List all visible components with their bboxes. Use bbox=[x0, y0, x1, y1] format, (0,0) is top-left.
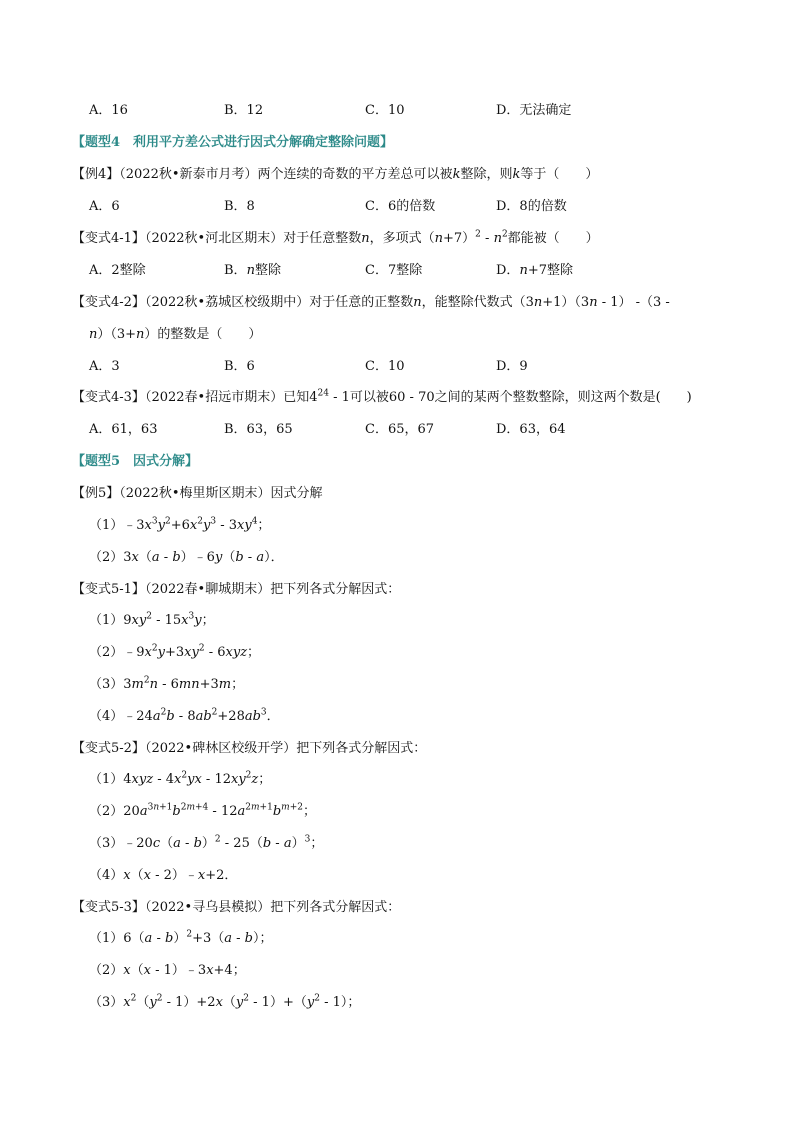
option-text: 整除 bbox=[254, 263, 281, 278]
sub-question: （1）6（a - b）$^2$+3（a - b）； bbox=[89, 929, 273, 946]
question-text: ，能整除代数式（3 bbox=[421, 295, 534, 310]
variable: n bbox=[136, 327, 145, 342]
option-b: B．12 bbox=[224, 103, 264, 118]
option-d: D．9 bbox=[496, 359, 528, 374]
exponent: 24 bbox=[317, 388, 329, 399]
option-a: A．3 bbox=[89, 359, 120, 374]
sub-question: （2）x（x - 1）﹣3x+4； bbox=[89, 963, 246, 978]
question-text: - 1可以被60 - 70之间的某两个整数整除，则这两个数是( ) bbox=[328, 390, 692, 405]
section-heading-5: 【题型5 因式分解】 bbox=[72, 454, 199, 469]
option-a: A．2整除 bbox=[89, 263, 146, 278]
question-text: 已知4 bbox=[283, 390, 318, 405]
variant-4-2-question bbox=[72, 294, 670, 312]
option-d: D．8的倍数 bbox=[496, 199, 567, 214]
sub-question: $(1)4xyz - 4x^2yx - 12xy^2z$； bbox=[89, 770, 272, 787]
source-tag: （2022秋•新泰市月考） bbox=[119, 167, 258, 182]
option-c: C．65，67 bbox=[365, 422, 435, 437]
variable: k bbox=[512, 167, 521, 182]
variable: n bbox=[533, 295, 543, 310]
example-4-question bbox=[72, 166, 598, 184]
variable: n bbox=[246, 263, 255, 278]
options-row bbox=[0, 358, 794, 376]
source-tag: （2022秋•河北区期末） bbox=[144, 231, 284, 246]
sub-question: （4）x（x - 2）﹣x+2． bbox=[89, 868, 238, 883]
variant-4-3-question bbox=[72, 389, 692, 407]
option-c: C．7整除 bbox=[365, 263, 423, 278]
example-label: 【变式5-2】 bbox=[72, 741, 145, 756]
source-tag: （2022•寻乌县模拟） bbox=[144, 900, 271, 915]
option-c: C．6的倍数 bbox=[365, 199, 436, 214]
example-label: 【例5】 bbox=[72, 486, 120, 501]
section-heading-4: 【题型4 利用平方差公式进行因式分解确定整除问题】 bbox=[72, 135, 394, 150]
exponent: 2 bbox=[501, 229, 508, 240]
example-label: 【变式5-1】 bbox=[72, 582, 145, 597]
question-text: +7） bbox=[442, 231, 476, 246]
question-text: 等于（ ） bbox=[520, 167, 599, 182]
option-text: +7整除 bbox=[527, 263, 573, 278]
question-text: - 1） -（3 - bbox=[597, 295, 670, 310]
sub-question: $(2)20a^{3n+1}b^{2m+4} - 12a^{2m+1}b^{m+2}$； bbox=[89, 802, 316, 819]
question-text: 两个连续的奇数的平方差总可以被 bbox=[257, 167, 453, 182]
variable: n bbox=[413, 295, 422, 310]
variable: n bbox=[434, 231, 443, 246]
sub-question: $(1)9xy^2 - 15x^3y$； bbox=[89, 611, 215, 628]
example-label: 【变式4-3】 bbox=[72, 390, 145, 405]
source-tag: （2022秋•梅里斯区期末） bbox=[119, 486, 271, 501]
question-text: 都能被（ ） bbox=[507, 231, 599, 246]
variable: n bbox=[89, 327, 98, 342]
source-tag: （2022春•聊城期末） bbox=[144, 582, 271, 597]
source-tag: （2022秋•荔城区校级期中） bbox=[144, 295, 310, 310]
variable: k bbox=[452, 167, 461, 182]
example-label: 【变式4-1】 bbox=[72, 231, 145, 246]
sub-question: （3）﹣20c（a - b）$^2$ - 25（b - a）$^3$； bbox=[89, 834, 324, 851]
question-text: ）（3+ bbox=[97, 327, 137, 342]
sub-question: $(1)﹣3x^3y^2+6x^2y^3 - 3xy^4$； bbox=[89, 516, 271, 533]
question-text: ，多项式（ bbox=[369, 231, 435, 246]
options-row bbox=[0, 262, 794, 280]
option-c: C．10 bbox=[365, 103, 405, 118]
question-text: 把下列各式分解因式： bbox=[270, 582, 401, 597]
sub-question: $(3)3m^2n - 6mn+3m$； bbox=[89, 675, 245, 692]
variable: n bbox=[519, 263, 528, 278]
example-5-question bbox=[72, 485, 323, 503]
variable: n bbox=[493, 231, 502, 246]
question-text: 对于任意整数 bbox=[283, 231, 362, 246]
variable: n bbox=[589, 295, 598, 310]
option-b: B．63，65 bbox=[224, 422, 293, 437]
option-c: C．10 bbox=[365, 359, 405, 374]
option-d: D．63，64 bbox=[496, 422, 566, 437]
variant-4-2-question-continued bbox=[89, 326, 261, 344]
variant-5-2-question bbox=[72, 740, 426, 758]
sub-question: $(4)﹣24a^2b - 8ab^2+28ab^3$． bbox=[89, 707, 280, 724]
option-b: B．n整除 bbox=[224, 263, 281, 278]
exponent: 2 bbox=[475, 229, 481, 240]
variant-5-1-question bbox=[72, 581, 400, 599]
option-a: A．61，63 bbox=[89, 422, 158, 437]
option-a: A．6 bbox=[89, 199, 120, 214]
option-d: D．无法确定 bbox=[496, 103, 572, 118]
sub-question: $(3)x^2(y^2 - 1)+2x(y^2 - 1)+(y^2 - 1)$； bbox=[89, 993, 361, 1010]
source-tag: （2022•碑林区校级开学） bbox=[144, 741, 297, 756]
options-row bbox=[0, 198, 794, 216]
question-text: 对于任意的正整数 bbox=[309, 295, 414, 310]
question-text: 整除，则 bbox=[460, 167, 513, 182]
question-text: +1）（3 bbox=[542, 295, 590, 310]
variable: n bbox=[361, 231, 370, 246]
source-tag: （2022春•招远市期末） bbox=[144, 390, 284, 405]
option-b: B．6 bbox=[224, 359, 255, 374]
option-d: D．n+7整除 bbox=[496, 263, 573, 278]
example-label: 【例4】 bbox=[72, 167, 120, 182]
question-text: 把下列各式分解因式： bbox=[270, 900, 401, 915]
question-text: 因式分解 bbox=[270, 486, 323, 501]
sub-question: $(2)﹣9x^2y+3xy^2 - 6xyz$； bbox=[89, 643, 261, 660]
example-label: 【变式4-2】 bbox=[72, 295, 145, 310]
example-label: 【变式5-3】 bbox=[72, 900, 145, 915]
option-b: B．8 bbox=[224, 199, 255, 214]
question-text: ）的整数是（ ） bbox=[144, 327, 262, 342]
sub-question: （2）3x（a - b）﹣6y（b - a）． bbox=[89, 550, 284, 565]
question-text: 把下列各式分解因式： bbox=[296, 741, 427, 756]
variant-4-1-question bbox=[72, 230, 599, 248]
question-text: - bbox=[480, 231, 494, 246]
options-row bbox=[0, 102, 794, 120]
option-a: A．16 bbox=[89, 103, 128, 118]
variant-5-3-question bbox=[72, 899, 400, 917]
options-row bbox=[0, 421, 794, 439]
